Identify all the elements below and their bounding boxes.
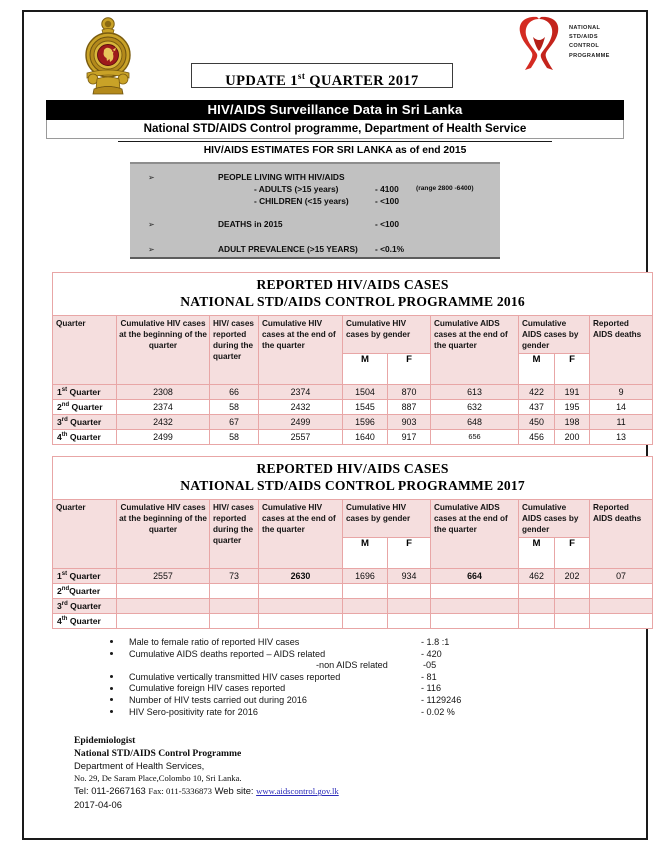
cell-aids-female: 191 <box>555 384 590 399</box>
reported-cases-table-2016 <box>52 272 653 445</box>
footer-date: 2017-04-06 <box>74 798 122 810</box>
list-item <box>110 649 646 661</box>
note-value: - 1129246 <box>421 694 462 705</box>
table-row <box>53 598 653 613</box>
estimates-value-2: - 4100 <box>375 184 399 194</box>
notes-list <box>110 637 646 719</box>
cell-aids-male: 450 <box>519 414 555 429</box>
cell-aids-female <box>555 598 590 613</box>
note-label: Cumulative vertically transmitted HIV cases reported <box>129 671 341 682</box>
cell-aids-male <box>519 613 555 628</box>
col-header-cum-hiv-gender: Cumulative HIV cases by gender <box>343 315 431 353</box>
cell-cum-hiv-end: 2630 <box>259 568 343 583</box>
col-header-cum-hiv-gender: Cumulative HIV cases by gender <box>343 499 431 537</box>
cell-reported-deaths <box>590 613 653 628</box>
sub-banner-title: National STD/AIDS Control programme, Department of Health Service <box>46 120 624 139</box>
cell-hiv-male: 1696 <box>343 568 388 583</box>
note-label: Cumulative AIDS deaths reported – AIDS related <box>129 648 326 659</box>
bullet-dot-icon <box>110 710 113 713</box>
signature-block <box>74 735 646 812</box>
cell-aids-male: 456 <box>519 429 555 444</box>
cell-hiv-female <box>388 583 431 598</box>
cell-reported-deaths: 14 <box>590 399 653 414</box>
cell-cum-aids-end: 656 <box>431 429 519 444</box>
update-title-pre: UPDATE 1 <box>225 72 298 89</box>
cell-hiv-male <box>343 598 388 613</box>
list-item <box>110 672 646 684</box>
cell-hiv-male: 1640 <box>343 429 388 444</box>
cell-aids-female: 202 <box>555 568 590 583</box>
logo-text-block <box>569 24 610 61</box>
reported-cases-table-2016-block <box>52 272 642 445</box>
col-header-hiv-male: M <box>343 353 388 384</box>
list-item <box>110 637 646 649</box>
cell-hiv-reported: 67 <box>210 414 259 429</box>
cell-aids-female <box>555 613 590 628</box>
update-title-ordinal: st <box>297 71 306 81</box>
cell-cum-hiv-begin: 2432 <box>117 414 210 429</box>
cell-hiv-male: 1596 <box>343 414 388 429</box>
row-quarter-label: 4th Quarter <box>53 613 117 628</box>
col-header-cum-aids-gender: Cumulative AIDS cases by gender <box>519 499 590 537</box>
row-quarter-label: 3rd Quarter <box>53 598 117 613</box>
table-row <box>53 399 653 414</box>
reported-cases-table-2017-block <box>52 456 642 629</box>
row-quarter-label: 2nd Quarter <box>53 399 117 414</box>
estimates-box <box>130 162 500 259</box>
col-header-hiv-female: F <box>388 537 431 568</box>
col-header-reported-deaths: Reported AIDS deaths <box>590 499 653 568</box>
footer-fax: Fax: 011-5336873 <box>148 786 212 797</box>
estimates-value-3: - <100 <box>375 196 399 206</box>
estimates-value-5: - <0.1% <box>375 244 405 254</box>
row-quarter-label: 1st Quarter <box>53 568 117 583</box>
col-header-hiv-male: M <box>343 537 388 568</box>
col-header-aids-female: F <box>555 537 590 568</box>
cell-hiv-reported <box>210 598 259 613</box>
list-item <box>110 707 646 719</box>
footer-website-label: Web site: <box>214 785 254 797</box>
row-quarter-label: 1st Quarter <box>53 384 117 399</box>
table-title-line-1: REPORTED HIV/AIDS CASES <box>256 460 449 476</box>
cell-reported-deaths <box>590 583 653 598</box>
cell-cum-hiv-begin <box>117 598 210 613</box>
cell-hiv-male <box>343 613 388 628</box>
col-header-aids-male: M <box>519 353 555 384</box>
note-value: - 420 <box>421 648 442 659</box>
estimates-arrow-icon-1: ➢ <box>148 173 155 182</box>
cell-aids-male: 422 <box>519 384 555 399</box>
table-title-row <box>53 273 653 316</box>
estimates-label-1: PEOPLE LIVING WITH HIV/AIDS <box>218 172 345 182</box>
cell-hiv-female: 903 <box>388 414 431 429</box>
table-row <box>53 568 653 583</box>
estimates-label-3: - CHILDREN (<15 years) <box>254 196 349 206</box>
estimates-label-4: DEATHS in 2015 <box>218 219 283 229</box>
cell-cum-aids-end: 632 <box>431 399 519 414</box>
table-title-cell <box>53 456 653 499</box>
bullet-dot-icon <box>110 698 113 701</box>
note-value: -05 <box>423 660 437 671</box>
footer-role: Epidemiologist <box>74 734 136 746</box>
row-quarter-label: 2ndQuarter <box>53 583 117 598</box>
cell-cum-hiv-begin: 2557 <box>117 568 210 583</box>
col-header-hiv-female: F <box>388 353 431 384</box>
cell-hiv-male: 1545 <box>343 399 388 414</box>
col-header-cum-hiv-end: Cumulative HIV cases at the end of the quarter <box>259 499 343 568</box>
table-row <box>53 414 653 429</box>
logo-line-1: NATIONAL <box>569 25 601 31</box>
cell-cum-aids-end: 648 <box>431 414 519 429</box>
table-header-row <box>53 315 653 353</box>
cell-cum-aids-end <box>431 583 519 598</box>
list-item-continuation <box>110 660 646 672</box>
cell-hiv-reported: 58 <box>210 429 259 444</box>
footer-contact-line <box>74 784 646 797</box>
col-header-quarter: Quarter <box>53 499 117 568</box>
cell-reported-deaths: 11 <box>590 414 653 429</box>
col-header-cum-aids-end: Cumulative AIDS cases at the end of the quarter <box>431 315 519 384</box>
reported-cases-table-2017 <box>52 456 653 629</box>
cell-cum-hiv-end <box>259 613 343 628</box>
note-label: -non AIDS related <box>316 660 388 671</box>
cell-aids-female <box>555 583 590 598</box>
col-header-cum-hiv-begin: Cumulative HIV cases at the beginning of the quarter <box>117 499 210 568</box>
cell-cum-hiv-end <box>259 598 343 613</box>
cell-cum-hiv-begin <box>117 583 210 598</box>
estimates-label-2: - ADULTS (>15 years) <box>254 184 339 194</box>
logo-line-3: CONTROL <box>569 43 600 50</box>
cell-hiv-reported <box>210 583 259 598</box>
cell-cum-aids-end: 664 <box>431 568 519 583</box>
list-item <box>110 683 646 695</box>
cell-cum-hiv-begin: 2499 <box>117 429 210 444</box>
bullet-dot-icon <box>110 652 113 655</box>
cell-aids-female: 200 <box>555 429 590 444</box>
col-header-hiv-reported: HIV/ cases reported during the quarter <box>210 315 259 384</box>
update-title-post: QUARTER 2017 <box>305 72 419 89</box>
cell-aids-male: 437 <box>519 399 555 414</box>
logo-line-4: PROGRAMME <box>569 52 610 59</box>
table-row <box>53 384 653 399</box>
cell-cum-hiv-begin: 2374 <box>117 399 210 414</box>
banner-group <box>46 100 624 156</box>
cell-cum-hiv-end: 2432 <box>259 399 343 414</box>
row-quarter-label: 3rd Quarter <box>53 414 117 429</box>
bullet-dot-icon <box>110 640 113 643</box>
cell-cum-hiv-end <box>259 583 343 598</box>
col-header-cum-aids-end: Cumulative AIDS cases at the end of the quarter <box>431 499 519 568</box>
cell-hiv-female: 887 <box>388 399 431 414</box>
note-value: - 1.8 :1 <box>421 636 450 647</box>
document-header <box>24 12 646 100</box>
cell-hiv-female: 934 <box>388 568 431 583</box>
table-row <box>53 613 653 628</box>
note-label: Male to female ratio of reported HIV cases <box>129 636 300 647</box>
estimates-value-4: - <100 <box>375 219 399 229</box>
cell-cum-aids-end: 613 <box>431 384 519 399</box>
note-value: - 81 <box>421 671 437 682</box>
note-value: - 116 <box>421 683 442 694</box>
bullet-dot-icon <box>110 675 113 678</box>
col-header-quarter: Quarter <box>53 315 117 384</box>
estimates-range-2: (range 2800 -6400) <box>416 185 474 192</box>
cell-cum-hiv-end: 2374 <box>259 384 343 399</box>
table-row <box>53 429 653 444</box>
cell-aids-female: 198 <box>555 414 590 429</box>
logo-line-2: STD/AIDS <box>569 34 598 41</box>
cell-aids-male: 462 <box>519 568 555 583</box>
col-header-aids-female: F <box>555 353 590 384</box>
cell-hiv-female: 917 <box>388 429 431 444</box>
update-title-box <box>191 63 453 88</box>
cell-aids-male <box>519 598 555 613</box>
cell-cum-aids-end <box>431 598 519 613</box>
note-label: Cumulative foreign HIV cases reported <box>129 683 286 694</box>
main-banner-title: HIV/AIDS Surveillance Data in Sri Lanka <box>46 100 624 120</box>
table-title-cell <box>53 273 653 316</box>
estimates-heading: HIV/AIDS ESTIMATES FOR SRI LANKA as of end 2015 <box>46 145 624 156</box>
cell-reported-deaths <box>590 598 653 613</box>
note-label: Number of HIV tests carried out during 2016 <box>129 694 307 705</box>
footer-website-link[interactable]: www.aidscontrol.gov.lk <box>256 786 339 797</box>
col-header-cum-hiv-begin: Cumulative HIV cases at the beginning of the quarter <box>117 315 210 384</box>
cell-cum-aids-end <box>431 613 519 628</box>
footer-department: Department of Health Services, <box>74 760 205 772</box>
cell-hiv-male: 1504 <box>343 384 388 399</box>
estimates-arrow-icon-3: ➢ <box>148 245 155 254</box>
cell-hiv-male <box>343 583 388 598</box>
table-title-line-1: REPORTED HIV/AIDS CASES <box>256 277 449 292</box>
col-header-aids-male: M <box>519 537 555 568</box>
cell-cum-hiv-begin <box>117 613 210 628</box>
col-header-reported-deaths: Reported AIDS deaths <box>590 315 653 384</box>
table-header-row <box>53 499 653 537</box>
row-quarter-label: 4th Quarter <box>53 429 117 444</box>
note-value: - 0.02 % <box>421 706 455 717</box>
footer-telephone: Tel: 011-2667163 <box>74 785 146 797</box>
estimates-label-5: ADULT PREVALENCE (>15 YEARS) <box>218 244 358 254</box>
cell-aids-female: 195 <box>555 399 590 414</box>
cell-cum-hiv-end: 2499 <box>259 414 343 429</box>
col-header-cum-hiv-end: Cumulative HIV cases at the end of the quarter <box>259 315 343 384</box>
col-header-hiv-reported: HIV/ cases reported during the quarter <box>210 499 259 568</box>
sri-lanka-national-emblem-icon <box>80 17 136 95</box>
cell-cum-hiv-end: 2557 <box>259 429 343 444</box>
table-title-row <box>53 456 653 499</box>
note-label: HIV Sero-positivity rate for 2016 <box>129 706 258 717</box>
cell-hiv-female <box>388 613 431 628</box>
footer-address: No. 29, De Saram Place,Colombo 10, Sri Lanka. <box>74 772 242 783</box>
cell-hiv-reported: 73 <box>210 568 259 583</box>
cell-hiv-female: 870 <box>388 384 431 399</box>
cell-hiv-reported: 58 <box>210 399 259 414</box>
cell-reported-deaths: 07 <box>590 568 653 583</box>
cell-hiv-female <box>388 598 431 613</box>
list-item <box>110 695 646 707</box>
cell-aids-male <box>519 583 555 598</box>
footer-programme: National STD/AIDS Control Programme <box>74 747 242 759</box>
cell-cum-hiv-begin: 2308 <box>117 384 210 399</box>
cell-reported-deaths: 9 <box>590 384 653 399</box>
table-title-line-2: NATIONAL STD/AIDS CONTROL PROGRAMME 2017 <box>180 478 525 494</box>
cell-reported-deaths: 13 <box>590 429 653 444</box>
table-row <box>53 583 653 598</box>
col-header-cum-aids-gender: Cumulative AIDS cases by gender <box>519 315 590 353</box>
document-page <box>22 10 648 840</box>
estimates-arrow-icon-2: ➢ <box>148 220 155 229</box>
cell-hiv-reported: 66 <box>210 384 259 399</box>
cell-hiv-reported <box>210 613 259 628</box>
table-title-line-2: NATIONAL STD/AIDS CONTROL PROGRAMME 2016 <box>180 294 525 310</box>
bullet-dot-icon <box>110 687 113 690</box>
